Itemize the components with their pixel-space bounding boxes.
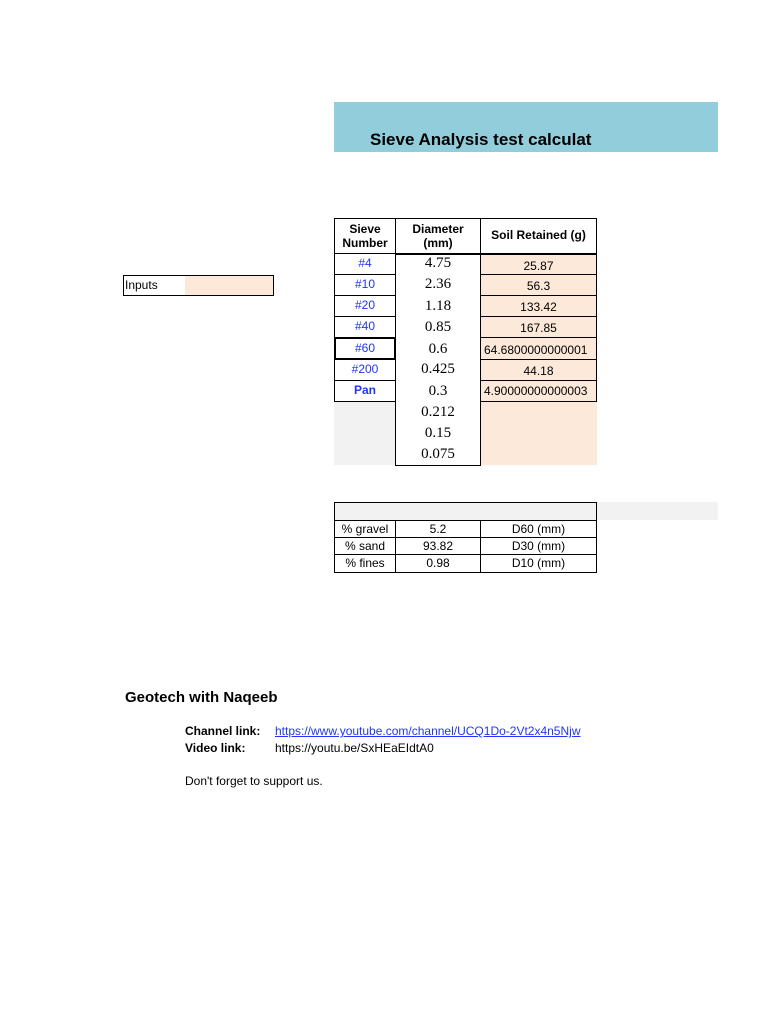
inputs-swatch	[185, 276, 273, 295]
summary-header-box	[334, 502, 597, 521]
summary-table	[334, 502, 718, 574]
title-banner	[334, 102, 718, 152]
retained-cell[interactable]: 25.87	[480, 254, 597, 275]
sieve-cell[interactable]: #200	[334, 359, 396, 381]
summary-label: % fines	[334, 554, 396, 573]
sieve-cell[interactable]: #4	[334, 253, 396, 275]
diameter-cell[interactable]: 0.85	[424, 319, 452, 335]
summary-param: D60 (mm)	[480, 520, 597, 538]
footer-heading: Geotech with Naqeeb	[125, 689, 278, 706]
diameter-cell[interactable]: 0.075	[421, 446, 455, 462]
page-title: Sieve Analysis test calculat	[370, 130, 592, 149]
header-diameter-line1: Diameter	[412, 222, 464, 236]
sieve-cell[interactable]: #20	[334, 295, 396, 317]
diameter-cell[interactable]: 0.15	[424, 425, 452, 441]
sieve-empty-area	[334, 402, 395, 465]
diameter-cell[interactable]: 0.425	[421, 361, 455, 377]
header-sieve-line1: Sieve	[349, 222, 381, 236]
video-link-label: Video link:	[185, 741, 246, 755]
sieve-cell[interactable]: Pan	[334, 380, 396, 402]
inputs-legend	[123, 275, 274, 296]
sieve-cell[interactable]: #60	[334, 337, 396, 360]
summary-value[interactable]: 0.98	[395, 554, 481, 573]
diameter-cell[interactable]: 0.3	[428, 383, 448, 399]
sieve-cell[interactable]: #40	[334, 316, 396, 338]
video-link[interactable]: https://youtu.be/SxHEaEIdtA0	[275, 741, 434, 755]
diameter-cell[interactable]: 4.75	[424, 255, 452, 271]
sieve-cell[interactable]: #10	[334, 274, 396, 296]
diameter-cell[interactable]: 0.6	[428, 341, 448, 357]
summary-label: % sand	[334, 537, 396, 555]
retained-cell[interactable]: 56.3	[480, 274, 597, 296]
retained-empty-area	[480, 402, 597, 465]
summary-param: D10 (mm)	[480, 554, 597, 573]
retained-cell[interactable]: 4.90000000000003	[480, 380, 597, 402]
diameter-cell[interactable]: 2.36	[424, 276, 452, 292]
retained-cell[interactable]: 167.85	[480, 316, 597, 338]
channel-link-label: Channel link:	[185, 724, 261, 738]
header-sieve-number	[334, 218, 396, 254]
header-soil-retained: Soil Retained (g)	[480, 218, 597, 254]
retained-cell[interactable]: 64.6800000000001	[480, 337, 597, 360]
inputs-label: Inputs	[124, 276, 187, 295]
retained-cell[interactable]: 133.42	[480, 295, 597, 317]
header-diameter	[395, 218, 481, 254]
summary-value[interactable]: 93.82	[395, 537, 481, 555]
diameter-column-border	[395, 253, 481, 466]
summary-param: D30 (mm)	[480, 537, 597, 555]
sieve-table	[334, 218, 597, 466]
summary-label: % gravel	[334, 520, 396, 538]
diameter-cell[interactable]: 0.212	[421, 404, 455, 420]
support-message: Don't forget to support us.	[185, 774, 323, 788]
diameter-cell[interactable]: 1.18	[424, 298, 452, 314]
header-diameter-line2: (mm)	[423, 236, 453, 250]
retained-cell[interactable]: 44.18	[480, 359, 597, 381]
diameter-header-underline	[395, 253, 481, 255]
summary-value[interactable]: 5.2	[395, 520, 481, 538]
channel-link[interactable]: https://www.youtube.com/channel/UCQ1Do-2Vt2x4n5Njw	[275, 724, 581, 738]
header-sieve-line2: Number	[342, 236, 388, 250]
